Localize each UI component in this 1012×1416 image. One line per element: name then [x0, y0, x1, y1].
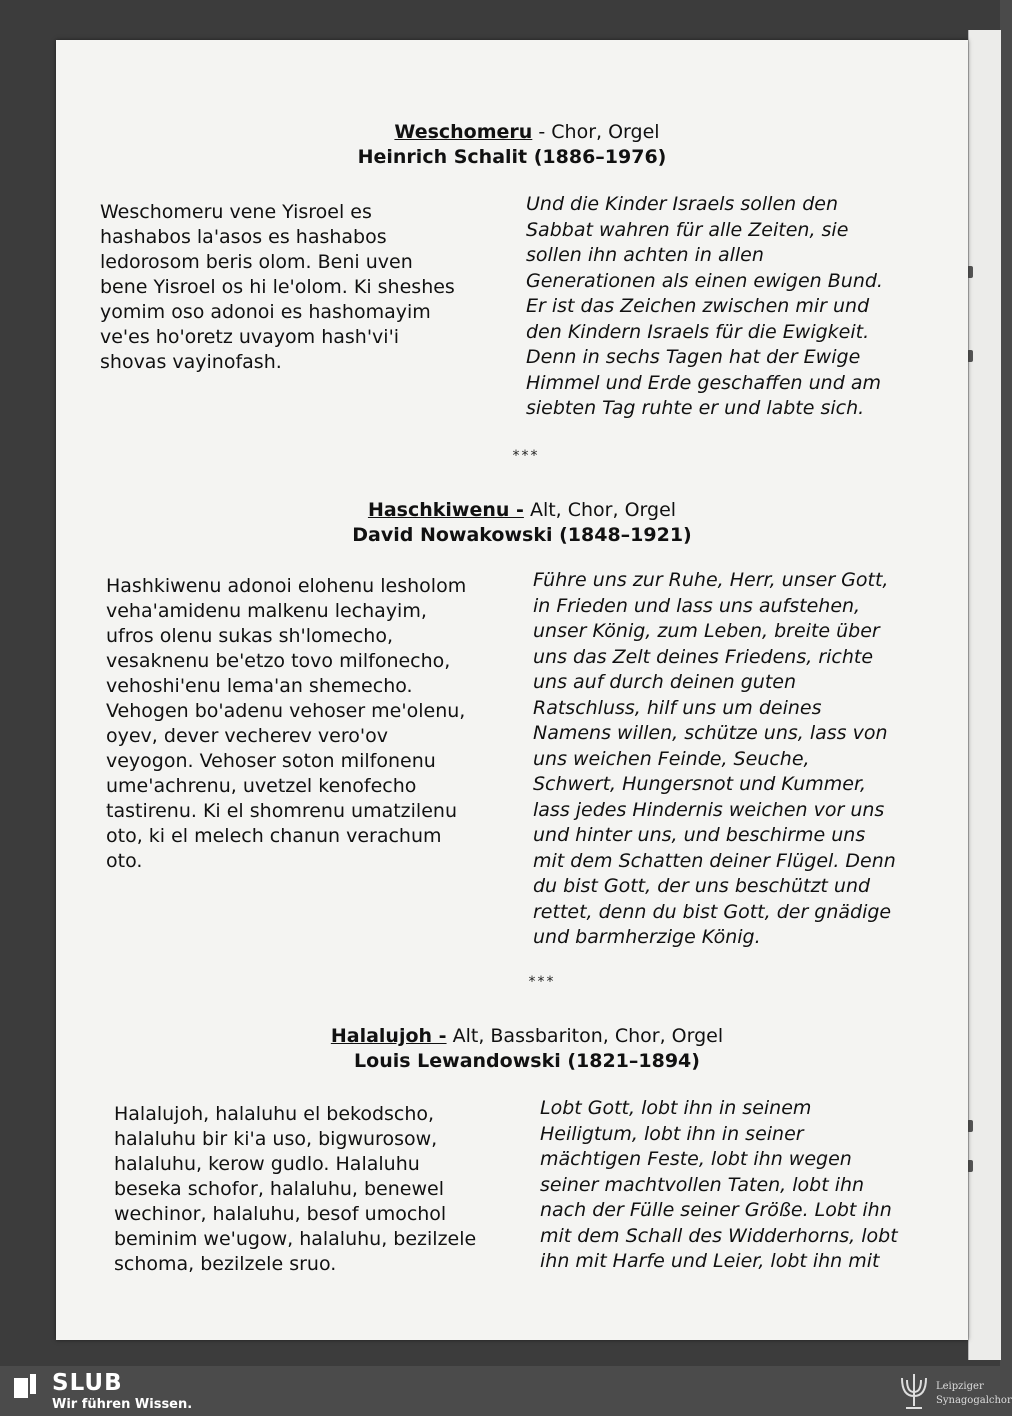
- choir-line-2: Synagogalchor: [936, 1395, 1012, 1406]
- slub-brand: SLUB: [52, 1370, 123, 1396]
- section-separator: ***: [512, 448, 540, 464]
- hebrew-transliteration: Weschomeru vene Yisroel es hashabos la'asos es hashabos ledorosom beris olom. Beni uven bene Yisroel os hi le'olom. Ki sheshes yomim oso adonoi es hashomayim ve'es ho'oretz uvayom hash'vi'i shovas vayinofash.: [100, 201, 455, 373]
- german-translation: Führe uns zur Ruhe, Herr, unser Gott, in Frieden und lass uns aufstehen, unser König, zum Leben, breite über uns das Zelt deines Friedens, richte uns auf durch deinen guten Ratschluss, hilf uns um deines Namens willen, schütze uns, lass von uns weichen Feinde, Seuche, Schwert, Hungersnot und Kummer, lass jedes Hindernis weichen vor uns und hinter uns, und beschirme uns mit dem Schatten deiner Flügel. Denn du bist Gott, der uns beschützt und rettet, denn du bist Gott, der gnädige und barmherzige König.: [533, 569, 896, 948]
- piece-haschkiwenu: [56, 498, 968, 548]
- piece-composer: Heinrich Schalit (1886–1976): [357, 146, 667, 168]
- hebrew-transliteration: Halalujoh, halaluhu el bekodscho, halaluhu bir ki'a uso, bigwurosow, halaluhu, kerow gudlo. Halaluhu beseka schofor, halaluhu, benewel wechinor, halaluhu, besof umochol beminim we'ugow, halaluhu, bezilzele schoma, bezilzele sruo.: [114, 1103, 477, 1275]
- piece-heading: [56, 498, 968, 548]
- slub-logo-icon: [14, 1374, 38, 1400]
- original-text-column: [114, 1102, 524, 1277]
- menorah-icon: [896, 1370, 932, 1412]
- piece-composer: Louis Lewandowski (1821–1894): [354, 1050, 700, 1072]
- choir-line-1: Leipziger: [936, 1381, 984, 1392]
- piece-title: Halalujoh -: [330, 1025, 447, 1047]
- piece-instrumentation: - Chor, Orgel: [532, 121, 660, 143]
- piece-title: Haschkiwenu -: [367, 499, 524, 521]
- section-separator: ***: [528, 974, 556, 990]
- piece-heading: [56, 1024, 968, 1074]
- german-translation: Und die Kinder Israels sollen den Sabbat wahren für alle Zeiten, sie sollen ihn achten in allen Generationen als einen ewigen Bund. Er ist das Zeichen zwischen mir und den Kindern Israels für die Ewigkeit. Denn in sechs Tagen hat der Ewige Himmel und Erde geschaffen und am siebten Tag ruhte er und labte sich.: [526, 193, 883, 419]
- piece-composer: David Nowakowski (1848–1921): [352, 524, 692, 546]
- german-translation: Lobt Gott, lobt ihn in seinem Heiligtum, lobt ihn in seiner mächtigen Feste, lobt ihn wegen seiner machtvollen Taten, lobt ihn nach der Fülle seiner Größe. Lobt ihn mit dem Schall des Widderhorns, lobt ihn mit Harfe und Leier, lobt ihn mit: [540, 1097, 898, 1272]
- facing-page-edge: [968, 30, 1001, 1360]
- piece-instrumentation: Alt, Chor, Orgel: [523, 499, 677, 521]
- translation-column: [533, 568, 953, 951]
- booklet-page: [56, 40, 968, 1340]
- choir-logo-text: [936, 1380, 1012, 1408]
- original-text-column: [100, 200, 510, 375]
- translation-column: [540, 1096, 960, 1275]
- original-text-column: [106, 574, 516, 874]
- piece-instrumentation: Alt, Bassbariton, Chor, Orgel: [446, 1025, 724, 1047]
- piece-weschomeru: [56, 120, 968, 170]
- footer-bar: [0, 1366, 1012, 1416]
- translation-column: [526, 192, 946, 422]
- piece-halalujoh: [56, 1024, 968, 1074]
- piece-heading: [56, 120, 968, 170]
- hebrew-transliteration: Hashkiwenu adonoi elohenu lesholom veha'amidenu malkenu lechayim, ufros olenu sukas sh'lomecho, vesaknenu be'etzo tovo milfonecho, vehoshi'enu lema'an shemecho. Vehogen bo'adenu vehoser me'olenu, oyev, dever vecherev vero'ov veyogon. Vehoser soton milfonenu ume'achrenu, uvetzel kenofecho tastirenu. Ki el shomrenu umatzilenu oto, ki el melech chanun verachum oto.: [106, 575, 467, 872]
- piece-title: Weschomeru: [394, 121, 533, 143]
- slub-tagline: Wir führen Wissen.: [52, 1397, 193, 1412]
